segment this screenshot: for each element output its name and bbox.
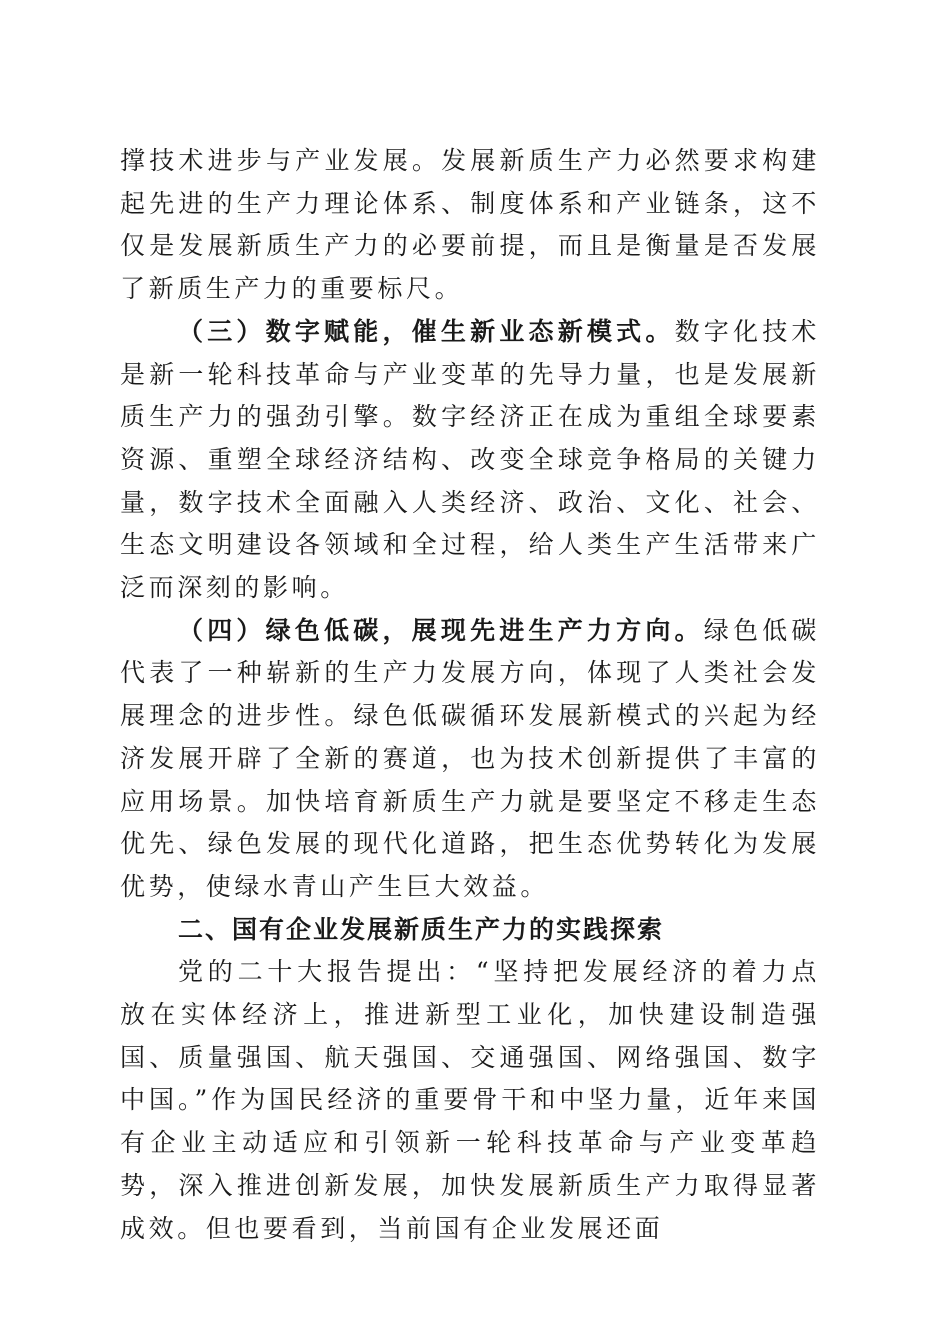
section-heading — [120, 909, 820, 952]
paragraph-practice-exploration — [120, 951, 820, 1250]
paragraph-text: 党的二十大报告提出：“坚持把发展经济的着力点放在实体经济上，推进新型工业化，加快建设制造强国、质量强国、航天强国、交通强国、网络强国、数字中国。”作为国民经济的重要骨干和中坚力量，近年来国有企业主动适应和引领新一轮科技革命与产业变革趋势，深入推进创新发展，加快发展新质生产力取得显著成效。但也要看到，当前国有企业发展还面 — [120, 957, 820, 1243]
paragraph-green-low-carbon — [120, 610, 820, 909]
paragraph-lead-heading: （四）绿色低碳，展现先进生产力方向。 — [178, 615, 704, 645]
paragraph-digital-empowerment — [120, 311, 820, 610]
paragraph-text: 数字化技术是新一轮科技革命与产业变革的先导力量，也是发展新质生产力的强劲引擎。数字经济正在成为重组全球要素资源、重塑全球经济结构、改变全球竞争格局的关键力量，数字技术全面融入人类经济、政治、文化、社会、生态文明建设各领域和全过程，给人类生产生活带来广泛而深刻的影响。 — [120, 316, 820, 603]
paragraph-text: 撑技术进步与产业发展。发展新质生产力必然要求构建起先进的生产力理论体系、制度体系和产业链条，这不仅是发展新质生产力的必要前提，而且是衡量是否发展了新质生产力的重要标尺。 — [120, 146, 820, 304]
section-heading-text: 二、国有企业发展新质生产力的实践探索 — [178, 914, 665, 944]
paragraph-text: 绿色低碳代表了一种崭新的生产力发展方向，体现了人类社会发展理念的进步性。绿色低碳循环发展新模式的兴起为经济发展开辟了全新的赛道，也为技术创新提供了丰富的应用场景。加快培育新质生产力就是要坚定不移走生态优先、绿色发展的现代化道路，把生态优势转化为发展优势，使绿水青山产生巨大效益。 — [120, 615, 820, 901]
document-body — [120, 140, 820, 1250]
paragraph-lead-heading: （三）数字赋能，催生新业态新模式。 — [178, 316, 675, 346]
paragraph-continuation — [120, 140, 820, 311]
